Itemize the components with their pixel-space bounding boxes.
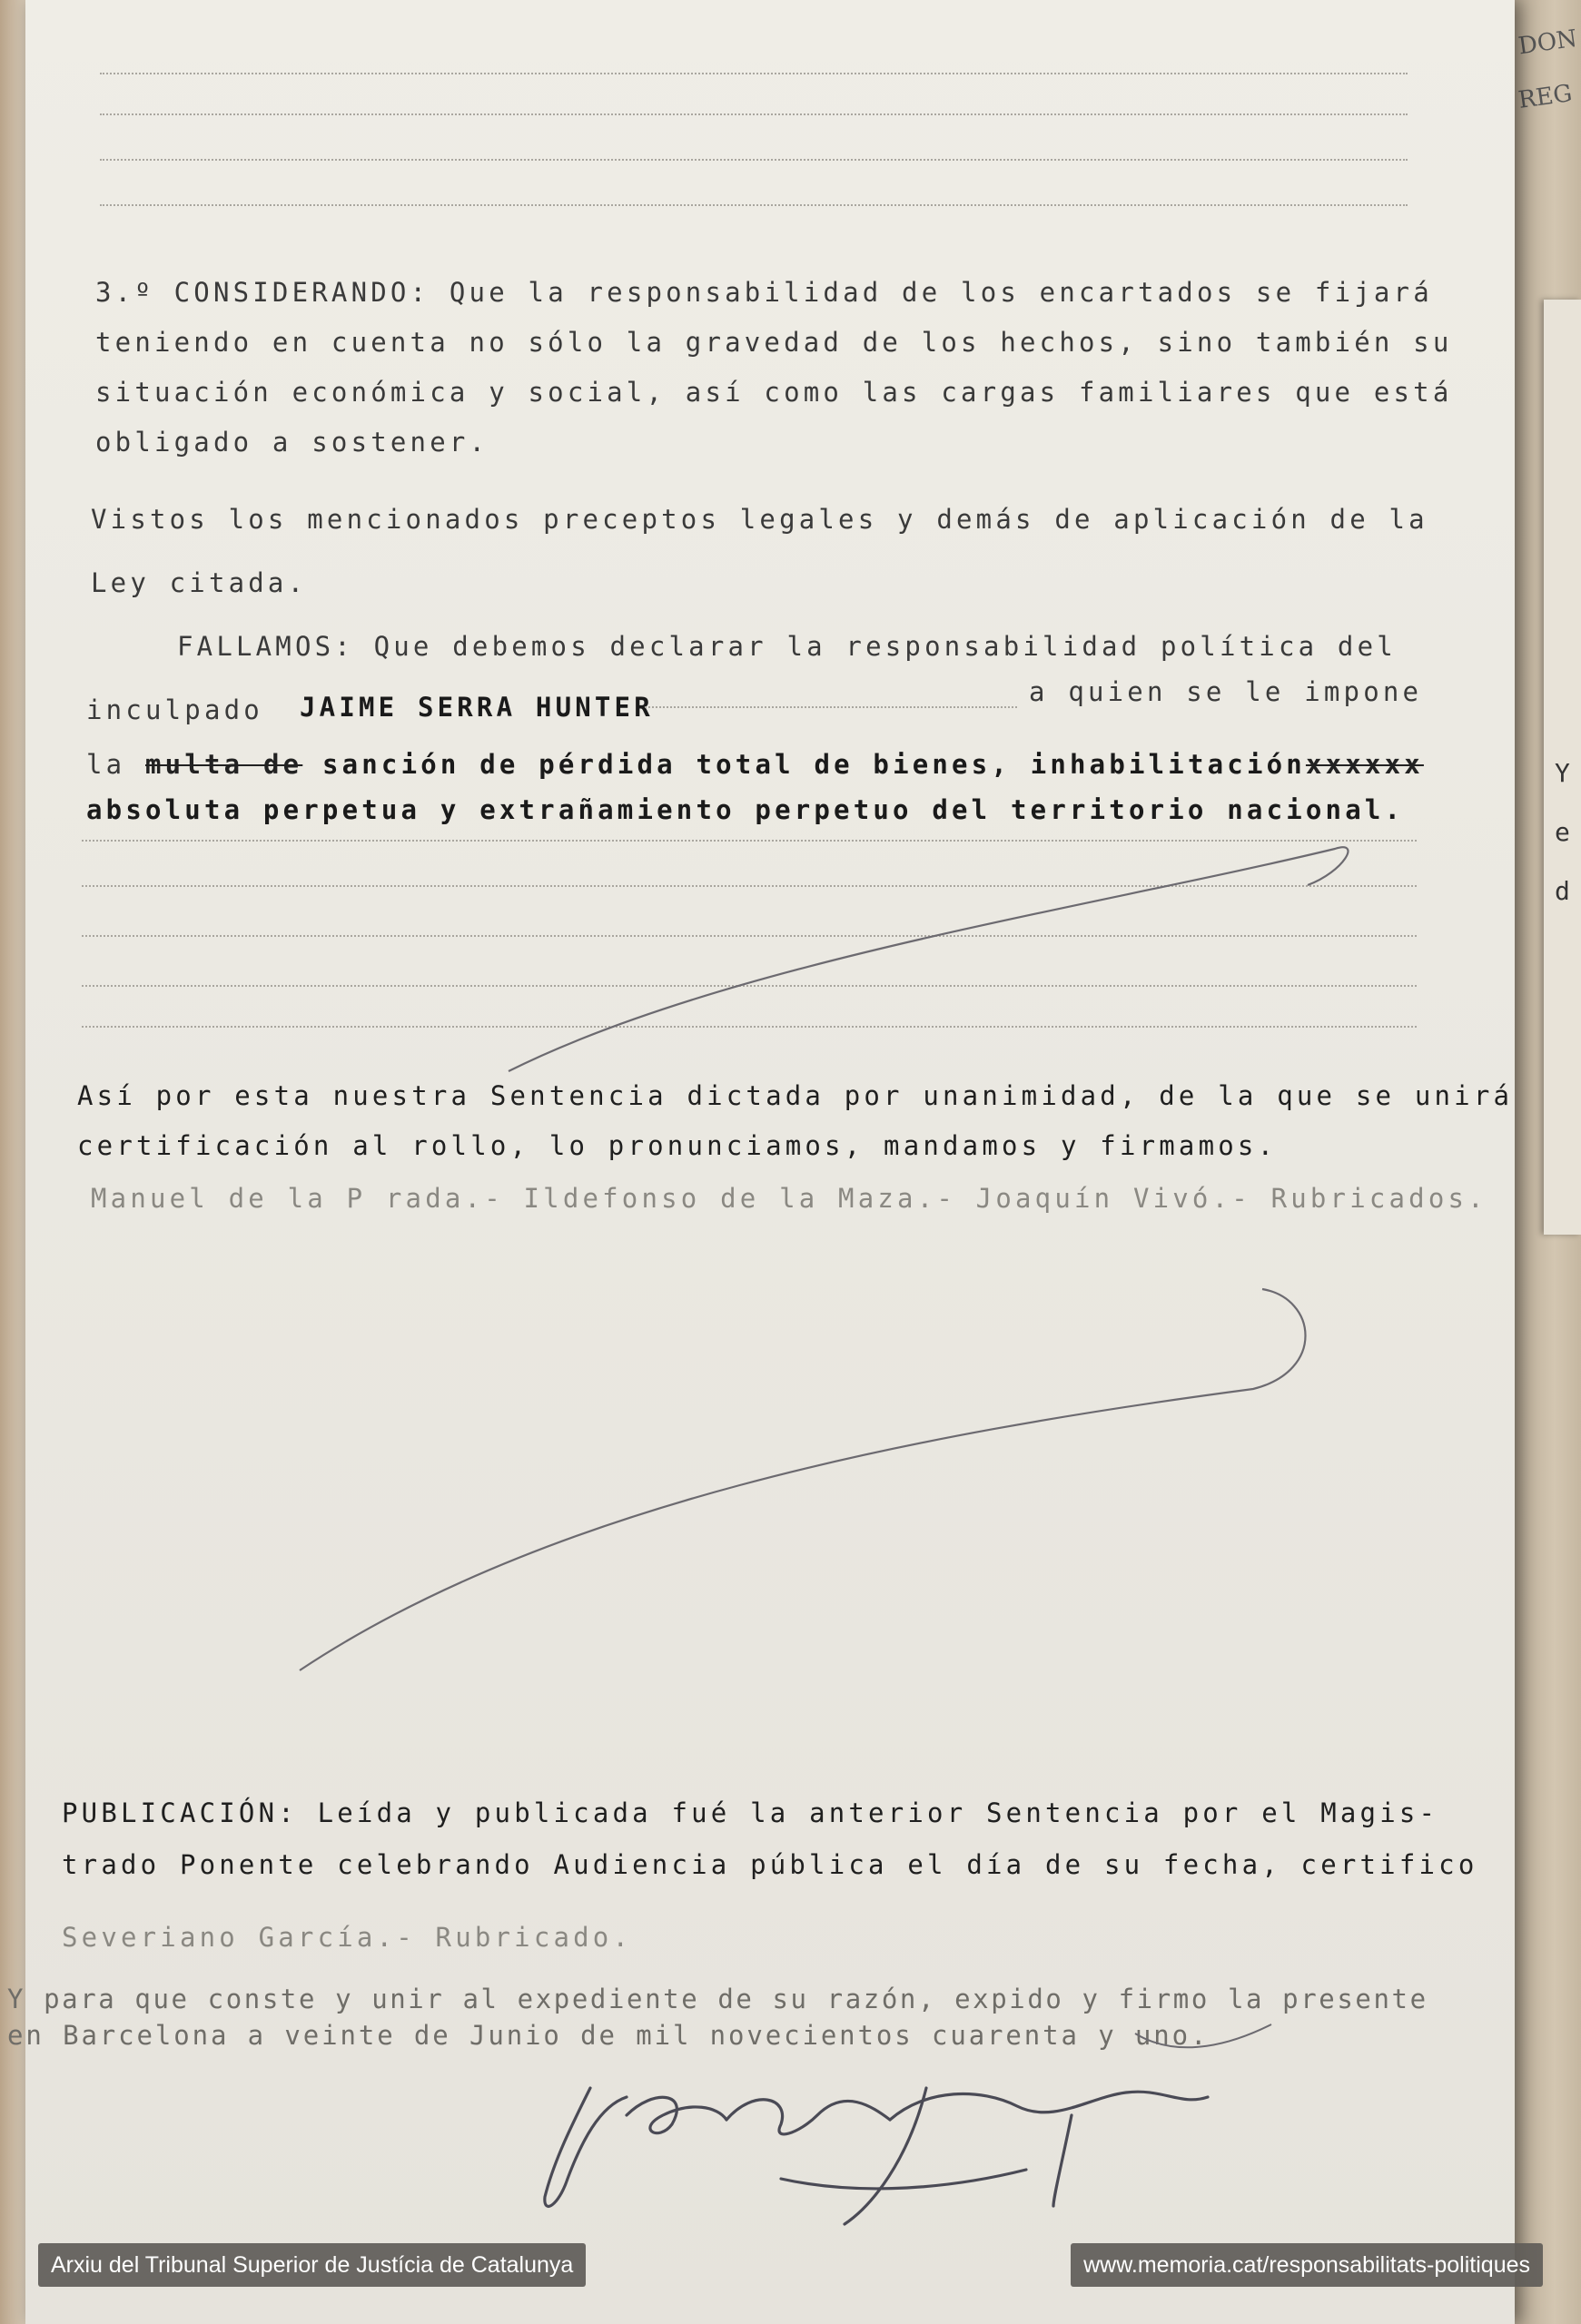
sentencia-line-1: Así por esta nuestra Sentencia dictada por unanimidad, de la que se unirá (77, 1080, 1514, 1111)
considerando-line-4: obligado a sostener. (95, 427, 489, 458)
defendant-name: JAIME SERRA HUNTER (300, 692, 654, 723)
signature-icon (545, 2088, 1208, 2224)
impone-text: a quien se le impone (1029, 676, 1423, 707)
considerando-line-3: situación económica y social, así como las cargas familiares que está (95, 377, 1453, 408)
archive-caption: Arxiu del Tribunal Superior de Justícia de Catalunya (38, 2243, 586, 2287)
publicacion-text-1: Leída y publicada fué la anterior Sentencia por el Magis- (317, 1797, 1439, 1828)
considerando-line-2: teniendo en cuenta no sólo la gravedad de los hechos, sino también su (95, 327, 1453, 358)
la-text: la (86, 749, 126, 780)
sentencia-line-2: certificación al rollo, lo pronunciamos, mandamos y firmamos. (77, 1130, 1278, 1161)
fallamos-label: FALLAMOS: (177, 631, 354, 662)
sanction-text-1: sanción de pérdida total de bienes, inhabilitación (321, 749, 1306, 780)
publicacion-line-2: trado Ponente celebrando Audiencia pública el día de su fecha, certifico (62, 1849, 1478, 1880)
considerando-label: 3.º CONSIDERANDO: (95, 277, 430, 308)
struck-filler-text: xxxxxx (1305, 749, 1424, 780)
publicacion-label: PUBLICACIÓN: (62, 1797, 298, 1828)
margin-word-2: REG (1517, 80, 1575, 114)
severiano-line: Severiano García.- Rubricado. (62, 1922, 633, 1953)
closing-line-1: Y para que conste y unir al expediente de su razón, expido y firmo la presente (7, 1984, 1428, 2014)
judges-line: Manuel de la P rada.- Ildefonso de la Maza.- Joaquín Vivó.- Rubricados. (91, 1183, 1487, 1214)
margin-letter-3: d (1555, 876, 1570, 906)
website-caption[interactable]: www.memoria.cat/responsabilitats-politiques (1071, 2243, 1543, 2287)
flourish-stroke-upper (509, 847, 1348, 1071)
vistos-line-2: Ley citada. (91, 567, 308, 598)
struck-fine-text: multa de (145, 749, 303, 780)
considerando-text: Que la responsabilidad de los encartados se fijará (449, 277, 1433, 308)
fallamos-text: Que debemos declarar la responsabilidad política del (373, 631, 1397, 662)
margin-word-1: DON (1517, 25, 1579, 61)
sanction-line-2: absoluta perpetua y extrañamiento perpetuo del territorio nacional. (86, 794, 1405, 825)
closing-line-2: en Barcelona a veinte de Junio de mil novecientos cuarenta y uno. (7, 2020, 1210, 2051)
flourish-stroke-lower (300, 1289, 1306, 1670)
margin-letter-2: e (1555, 817, 1570, 847)
underline-stroke (1135, 2024, 1271, 2047)
vistos-line-1: Vistos los mencionados preceptos legales y demás de aplicación de la (91, 504, 1428, 535)
margin-letter-1: Y (1555, 758, 1570, 788)
inculpado-label: inculpado (86, 694, 263, 725)
